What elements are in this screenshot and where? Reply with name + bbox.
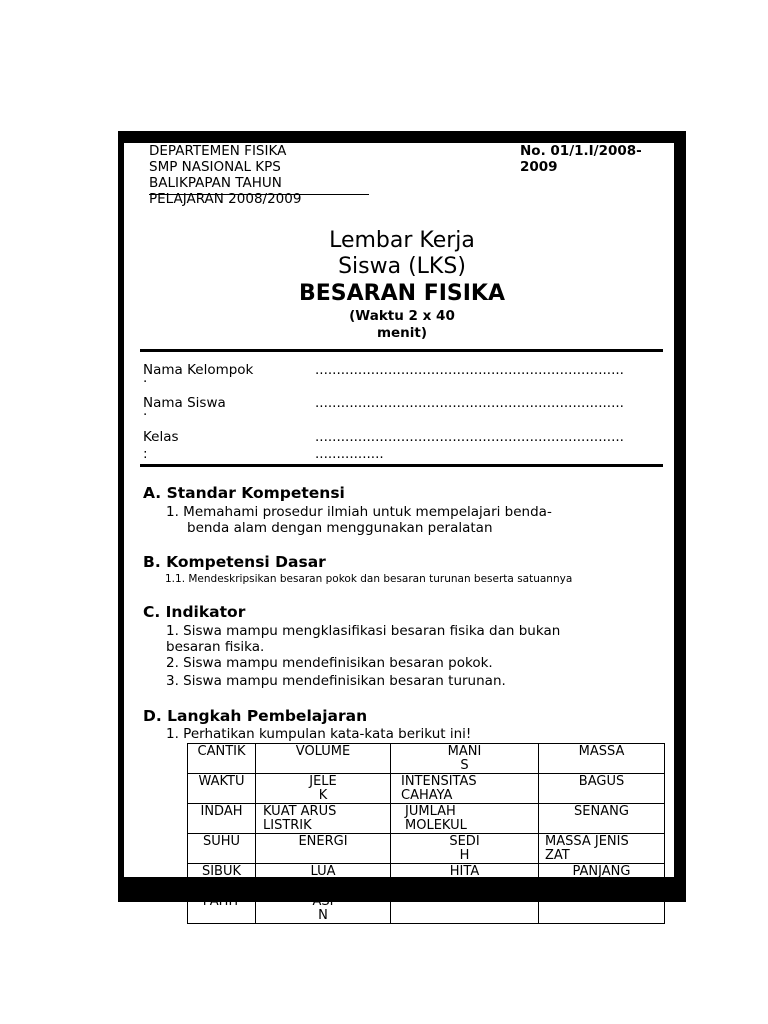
time-line-1: (Waktu 2 x 40 — [349, 308, 455, 324]
table-cell: VOLUME — [256, 744, 391, 774]
word-table — [187, 743, 665, 924]
table-cell: PAHIT — [188, 894, 256, 924]
table-cell: SIBUK — [188, 864, 256, 894]
document-number-line: 2009 — [520, 159, 558, 175]
student-name-label: Nama Siswa — [143, 395, 226, 411]
section-b-item: 1.1. Mendeskripsikan besaran pokok dan besaran turunan beserta satuannya — [165, 573, 573, 585]
header-line: BALIKPAPAN TAHUN — [149, 175, 282, 191]
table-cell — [391, 894, 539, 924]
section-d-title: D. Langkah Pembelajaran — [143, 707, 368, 725]
section-a-item: 1. Memahami prosedur ilmiah untuk mempelajari benda- — [166, 504, 552, 520]
section-c-title: C. Indikator — [143, 603, 246, 621]
section-c-item-3: 3. Siswa mampu mendefinisikan besaran turunan. — [166, 673, 506, 689]
school-header — [149, 143, 301, 207]
header-line: PELAJARAN 2008/2009 — [149, 191, 302, 207]
table-cell: MASSA JENIS ZAT — [539, 834, 665, 864]
table-cell: MASSA — [539, 744, 665, 774]
student-name-field[interactable]: ........................................................................ — [315, 395, 624, 411]
title-block — [252, 228, 552, 280]
group-name-field[interactable]: ........................................................................ — [315, 362, 624, 378]
class-field-continued[interactable]: ................ — [315, 446, 384, 462]
table-row — [188, 774, 665, 804]
divider-top — [140, 349, 663, 352]
table-row — [188, 834, 665, 864]
time-allocation — [252, 308, 552, 342]
colon-mark: : — [143, 446, 148, 462]
page-title: BESARAN FISIKA — [298, 281, 506, 306]
colon-mark: · — [143, 407, 148, 423]
section-d-item-1: 1. Perhatikan kumpulan kata-kata berikut ini! — [166, 726, 472, 742]
document-number — [520, 143, 642, 175]
table-cell: JUMLAH MOLEKUL — [391, 804, 539, 834]
group-name-label: Nama Kelompok — [143, 362, 254, 378]
colon-mark: · — [143, 374, 148, 390]
section-a-item-cont: benda alam dengan menggunakan peralatan — [187, 520, 493, 536]
divider-bottom — [140, 464, 663, 467]
table-row — [188, 894, 665, 924]
time-line-2: menit) — [376, 325, 428, 341]
table-cell: MANI S — [391, 744, 539, 774]
table-cell: CANTIK — [188, 744, 256, 774]
table-cell: WAKTU — [188, 774, 256, 804]
table-row — [188, 864, 665, 894]
table-cell: LUA S — [256, 864, 391, 894]
table-cell: HITA M — [391, 864, 539, 894]
title-line-2: Siswa (LKS) — [338, 254, 466, 279]
section-a-title: A. Standar Kompetensi — [143, 484, 345, 502]
header-line: DEPARTEMEN FISIKA — [149, 143, 287, 159]
table-cell: ENERGI — [256, 834, 391, 864]
class-field[interactable]: ........................................................................ — [315, 429, 624, 445]
table-cell — [539, 894, 665, 924]
table-row — [188, 804, 665, 834]
table-cell: INDAH — [188, 804, 256, 834]
table-cell: INTENSITAS CAHAYA — [391, 774, 539, 804]
table-cell: PANJANG — [539, 864, 665, 894]
document-number-line: No. 01/1.I/2008- — [520, 143, 642, 159]
section-b-title: B. Kompetensi Dasar — [143, 553, 326, 571]
table-cell: SEDI H — [391, 834, 539, 864]
section-c-item-1-cont: besaran fisika. — [166, 639, 265, 655]
table-cell: SENANG — [539, 804, 665, 834]
class-label: Kelas — [143, 429, 179, 445]
section-c-item-2: 2. Siswa mampu mendefinisikan besaran pokok. — [166, 655, 493, 671]
table-cell: SUHU — [188, 834, 256, 864]
table-cell: ASI N — [256, 894, 391, 924]
header-underline — [149, 194, 369, 195]
table-cell: JELE K — [256, 774, 391, 804]
table-row — [188, 744, 665, 774]
title-line-1: Lembar Kerja — [329, 228, 475, 253]
table-cell: KUAT ARUS LISTRIK — [256, 804, 391, 834]
header-line: SMP NASIONAL KPS — [149, 159, 281, 175]
table-cell: BAGUS — [539, 774, 665, 804]
section-c-item-1: 1. Siswa mampu mengklasifikasi besaran fisika dan bukan — [166, 623, 561, 639]
